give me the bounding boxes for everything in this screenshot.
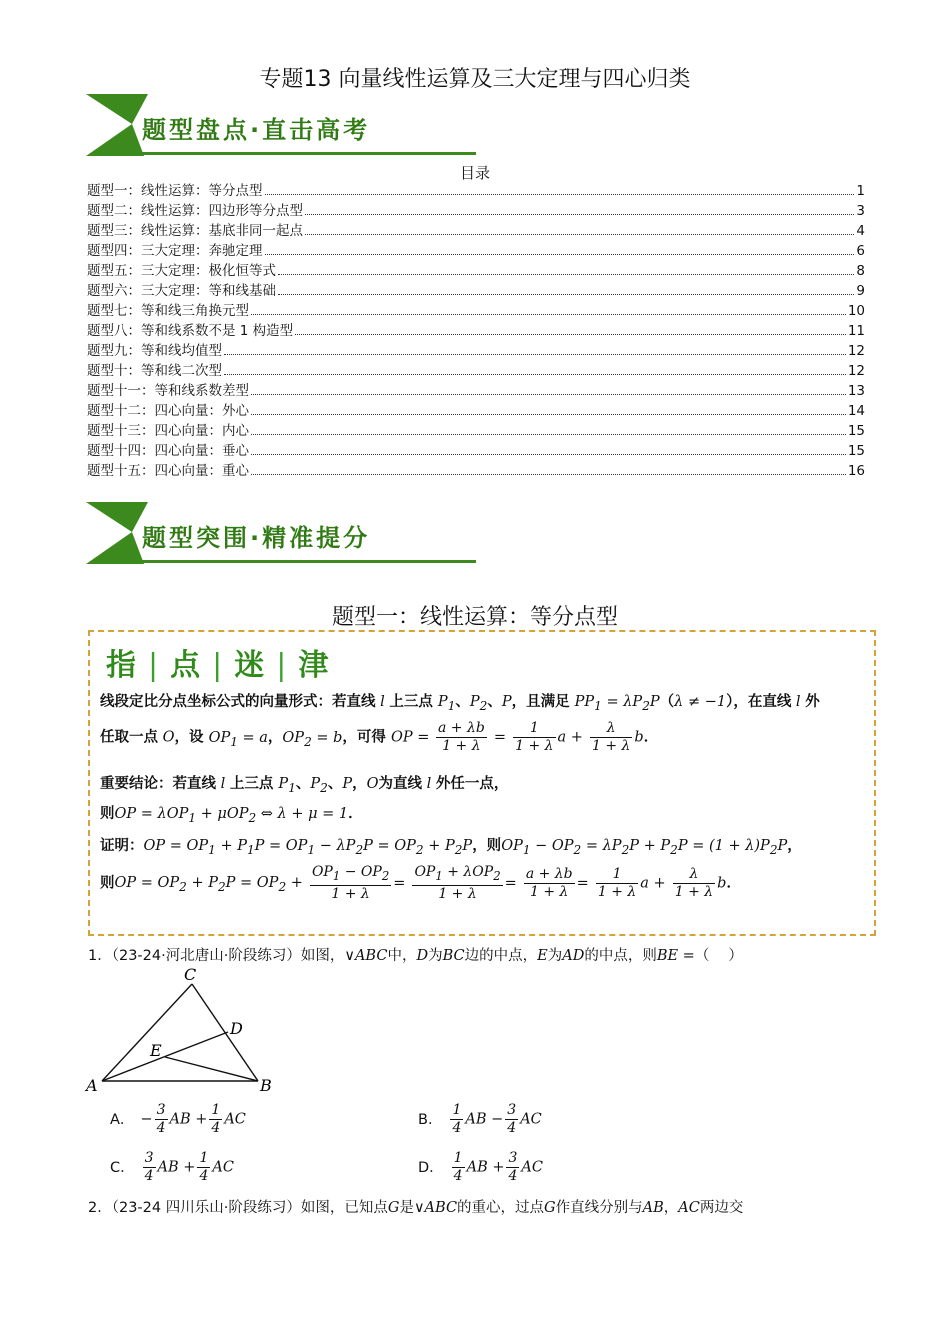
table-of-contents bbox=[87, 180, 865, 480]
tip-header: 指 | 点 | 迷 | 津 bbox=[106, 648, 331, 683]
label-c: C bbox=[184, 965, 197, 984]
toc-item[interactable]: 题型十四：四心向量：垂心 15 bbox=[87, 443, 865, 459]
toc-item[interactable]: 题型十五：四心向量：重心 16 bbox=[87, 463, 865, 479]
toc-item[interactable]: 题型十一：等和线系数差型 13 bbox=[87, 383, 865, 399]
toc-item[interactable]: 题型二：线性运算：四边形等分点型 3 bbox=[87, 203, 865, 219]
banner-label: 题型盘点·直击高考 bbox=[142, 116, 371, 144]
tip-line-2: 任取一点 O，设 $OP_1 = a$，$OP_2 = b$，可得 OP = $\frac{a + \lambda b}{1 + \lambda}$ = $\frac{1}{1 + \lambda}$ a + $\frac{\lambda}{1 + \lambda}$ b． bbox=[100, 720, 659, 754]
toc-item[interactable]: 题型十二：四心向量：外心 14 bbox=[87, 403, 865, 419]
toc-item[interactable]: 题型一：线性运算：等分点型 1 bbox=[87, 183, 865, 199]
label-d: D bbox=[230, 1019, 243, 1038]
label-b: B bbox=[260, 1076, 272, 1095]
toc-item[interactable]: 题型九：等和线均值型 12 bbox=[87, 343, 865, 359]
question-1: 1．（23-24·河北唐山·阶段练习）如图，∨ABC中，D为BC边的中点，E为AD的中点，则BE =（ ） bbox=[88, 948, 743, 964]
tip-line-6: 则OP = $OP_2 + P_2P = OP_2$ + $\frac{OP_1 - OP_2}{1 + \lambda}$ = $\frac{OP_1 + \lambda OP_2}{1 + \lambda}$ = $\frac{a + \lambda b}{1 + \lambda}$ = $\frac{1}{1 + \lambda}$ a + $\frac{\lambda}{1 + \lambda}$ b． bbox=[100, 864, 741, 902]
overview-banner bbox=[86, 94, 476, 160]
toc-item[interactable]: 题型八：等和线系数不是 1 构造型 11 bbox=[87, 323, 865, 339]
tip-line-3: 重要结论：若直线 l 上三点 $P_1$、$P_2$、P，O为直线 l 外任一点， bbox=[100, 776, 509, 795]
option-b[interactable]: B． $\frac{1}{4}$ AB − $\frac{3}{4}$ AC bbox=[418, 1102, 542, 1136]
banner-label: 题型突围·精准提分 bbox=[142, 524, 371, 552]
breakthrough-banner bbox=[86, 502, 476, 568]
option-d[interactable]: D． $\frac{1}{4}$ AB + $\frac{3}{4}$ AC bbox=[418, 1150, 543, 1184]
section-title: 题型一：线性运算：等分点型 bbox=[331, 605, 618, 630]
toc-item[interactable]: 题型十：等和线二次型 12 bbox=[87, 363, 865, 379]
toc-item[interactable]: 题型六：三大定理：等和线基础 9 bbox=[87, 283, 865, 299]
document-title: 专题13 向量线性运算及三大定理与四心归类 bbox=[259, 67, 691, 92]
label-a: A bbox=[86, 1076, 98, 1095]
triangle-side-ac bbox=[102, 984, 192, 1081]
toc-item[interactable]: 题型十三：四心向量：内心 15 bbox=[87, 423, 865, 439]
toc-item[interactable]: 题型四：三大定理：奔驰定理 6 bbox=[87, 243, 865, 259]
toc-item[interactable]: 题型七：等和线三角换元型 10 bbox=[87, 303, 865, 319]
triangle-figure bbox=[84, 962, 284, 1097]
tip-line-4: 则OP = λOP$_1$ + μOP$_2$ ⇔ λ + μ = 1． bbox=[100, 806, 363, 825]
tip-line-1: 线段定比分点坐标公式的向量形式：若直线 l 上三点 $P_1$、$P_2$、P，且满足 $PP_1 = \lambda P_2P(\lambda \ne -1)$，在直线 l 外 bbox=[100, 694, 820, 713]
toc-heading: 目录 bbox=[459, 164, 490, 182]
question-2: 2．（23-24 四川乐山·阶段练习）如图，已知点G是∨ABC的重心，过点G作直线分别与AB，AC两边交 bbox=[88, 1200, 744, 1216]
option-c[interactable]: C． $\frac{3}{4}$ AB + $\frac{1}{4}$ AC bbox=[110, 1150, 234, 1184]
option-a[interactable]: A． − $\frac{3}{4}$ AB + $\frac{1}{4}$ AC bbox=[110, 1102, 246, 1136]
label-e: E bbox=[150, 1041, 162, 1060]
toc-item[interactable]: 题型五：三大定理：极化恒等式 8 bbox=[87, 263, 865, 279]
tip-box bbox=[88, 630, 876, 936]
segment-ad bbox=[102, 1032, 228, 1081]
tip-line-5: 证明：OP = $OP_1 + P_1P = OP_1 - \lambda P_2P = OP_2 + P_2P$，则$OP_1 - OP_2 = \lambda P_2P + P_2P = (1 + \lambda)P_2P$， bbox=[100, 838, 802, 857]
toc-item[interactable]: 题型三：线性运算：基底非同一起点 4 bbox=[87, 223, 865, 239]
